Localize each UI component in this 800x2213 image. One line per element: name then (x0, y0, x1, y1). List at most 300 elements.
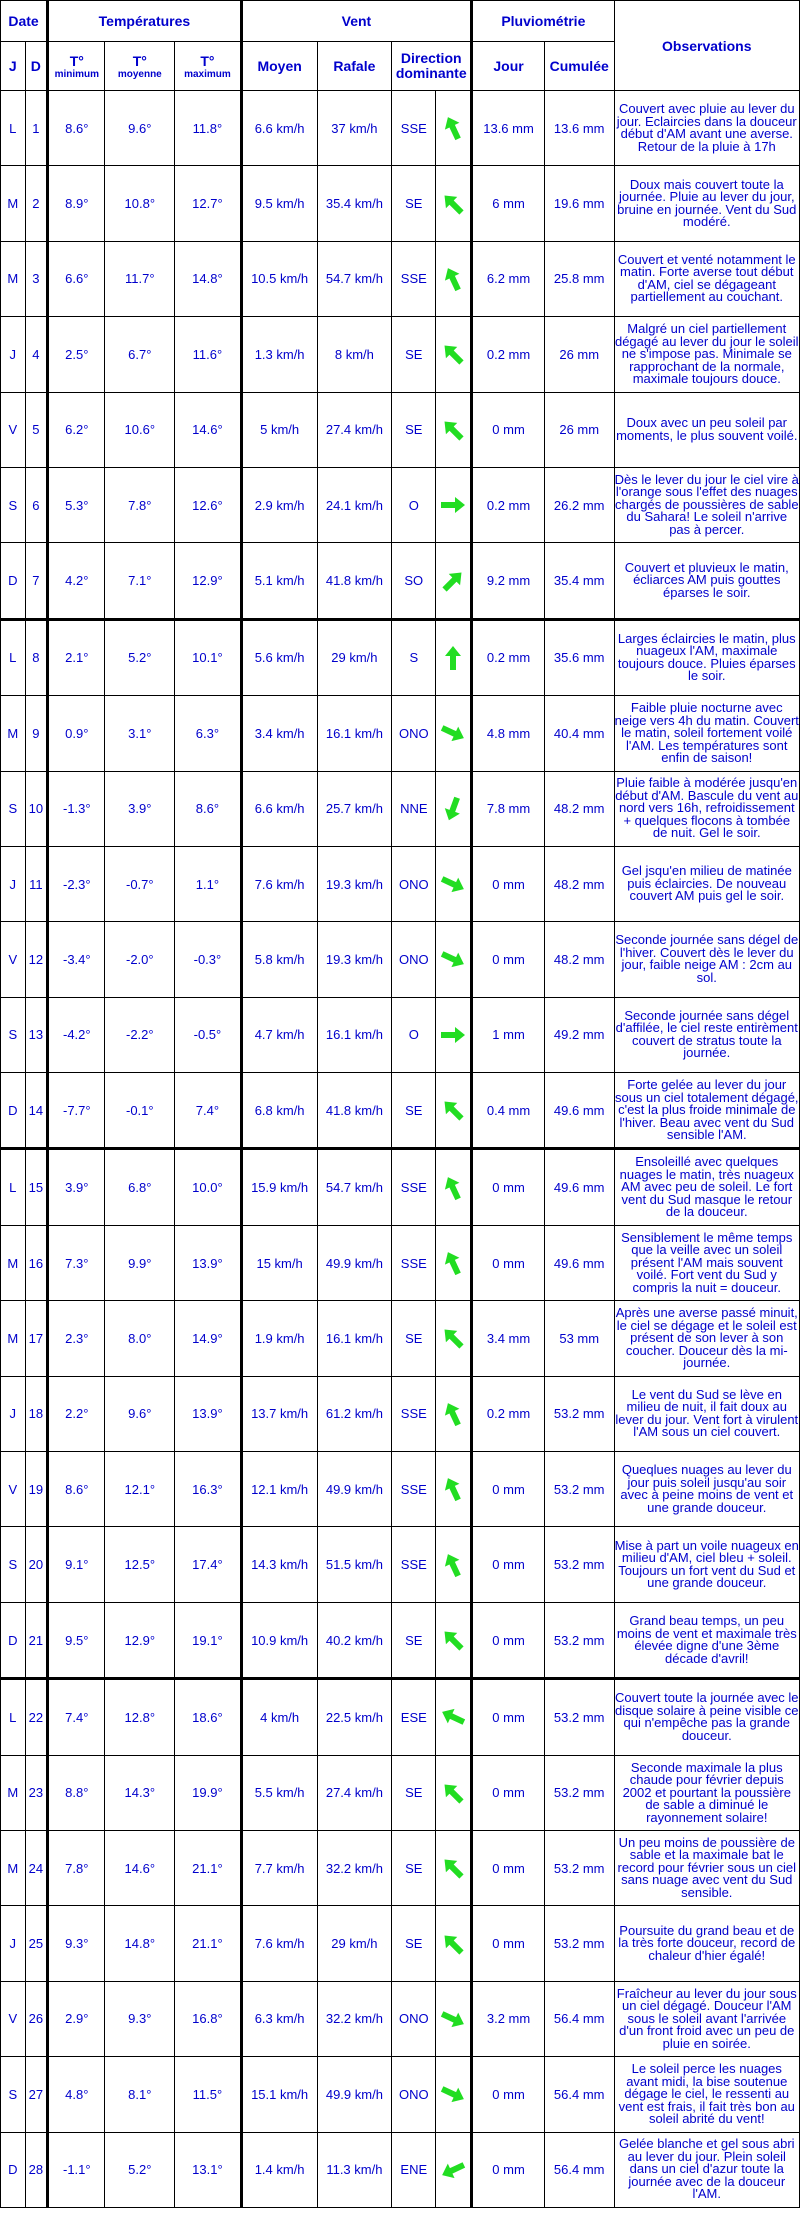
wind-direction: SSE (392, 1452, 436, 1527)
temp-max: 14.6° (175, 392, 242, 467)
wind-direction: SE (392, 1906, 436, 1981)
temp-min: -7.7° (48, 1073, 105, 1149)
wind-gust: 16.1 km/h (317, 1301, 392, 1376)
temp-min: -2.3° (48, 846, 105, 921)
wind-gust: 35.4 km/h (317, 166, 392, 241)
wind-avg: 6.3 km/h (241, 1981, 317, 2056)
rain-day: 0 mm (472, 1225, 545, 1300)
rain-day: 0.2 mm (472, 317, 545, 392)
table-row (1, 1527, 800, 1602)
temp-avg: 12.5° (105, 1527, 175, 1602)
rain-day: 0 mm (472, 1149, 545, 1225)
rain-day: 0 mm (472, 392, 545, 467)
table-row (1, 1830, 800, 1905)
temp-max: 11.8° (175, 91, 242, 166)
table-row (1, 619, 800, 695)
rain-cumul: 26 mm (544, 317, 614, 392)
wind-direction: SSE (392, 1149, 436, 1225)
wind-gust: 29 km/h (317, 1906, 392, 1981)
table-row (1, 997, 800, 1072)
wind-avg: 3.4 km/h (241, 696, 317, 771)
rain-cumul: 53.2 mm (544, 1755, 614, 1830)
rain-cumul: 53.2 mm (544, 1452, 614, 1527)
rain-day: 13.6 mm (472, 91, 545, 166)
day-number: 3 (25, 241, 48, 316)
temp-min: 7.8° (48, 1830, 105, 1905)
wind-arrow-icon (436, 1981, 472, 2056)
day-letter: M (1, 1225, 26, 1300)
header-d: D (25, 42, 48, 91)
day-letter: S (1, 1527, 26, 1602)
rain-day: 0.4 mm (472, 1073, 545, 1149)
wind-avg: 13.7 km/h (241, 1376, 317, 1451)
temp-max: 6.3° (175, 696, 242, 771)
day-number: 20 (25, 1527, 48, 1602)
wind-gust: 54.7 km/h (317, 1149, 392, 1225)
observation-text: Le vent du Sud se lève en milieu de nuit, il fait doux au lever du jour. Vent fort à virulent l'AM sous un ciel couvert. (614, 1376, 799, 1451)
wind-avg: 15.1 km/h (241, 2057, 317, 2132)
day-letter: J (1, 317, 26, 392)
header-j: J (1, 42, 26, 91)
wind-avg: 15 km/h (241, 1225, 317, 1300)
day-number: 7 (25, 543, 48, 619)
day-letter: J (1, 1906, 26, 1981)
wind-gust: 49.9 km/h (317, 1225, 392, 1300)
temp-avg: 8.1° (105, 2057, 175, 2132)
rain-cumul: 56.4 mm (544, 2057, 614, 2132)
wind-arrow-icon (436, 997, 472, 1072)
temp-avg: 10.6° (105, 392, 175, 467)
wind-avg: 14.3 km/h (241, 1527, 317, 1602)
temp-min: 3.9° (48, 1149, 105, 1225)
table-row (1, 1225, 800, 1300)
temp-max: 21.1° (175, 1906, 242, 1981)
rain-cumul: 56.4 mm (544, 1981, 614, 2056)
rain-cumul: 26.2 mm (544, 467, 614, 542)
table-body (1, 91, 800, 2208)
wind-gust: 8 km/h (317, 317, 392, 392)
temp-avg: 6.7° (105, 317, 175, 392)
day-letter: M (1, 241, 26, 316)
header-moyen: Moyen (241, 42, 317, 91)
rain-cumul: 53.2 mm (544, 1376, 614, 1451)
rain-cumul: 56.4 mm (544, 2132, 614, 2207)
wind-direction: ESE (392, 1679, 436, 1755)
wind-arrow-icon (436, 771, 472, 846)
observation-text: Mise à part un voile nuageux en milieu d'AM, ciel bleu + soleil. Toujours un fort vent du Sud et une grande douceur. (614, 1527, 799, 1602)
observation-text: Fraîcheur au lever du jour sous un ciel dégagé. Douceur l'AM sous le soleil avant l'arrivée d'un front froid avec un peu de pluie en soirée. (614, 1981, 799, 2056)
temp-min: 2.5° (48, 317, 105, 392)
day-number: 21 (25, 1602, 48, 1678)
wind-direction: ENE (392, 2132, 436, 2207)
temp-max: 1.1° (175, 846, 242, 921)
wind-arrow-icon (436, 696, 472, 771)
wind-arrow-icon (436, 1073, 472, 1149)
rain-cumul: 49.6 mm (544, 1149, 614, 1225)
temp-min: -4.2° (48, 997, 105, 1072)
header-vent: Vent (241, 1, 471, 42)
temp-min: -1.3° (48, 771, 105, 846)
temp-avg: -2.0° (105, 922, 175, 997)
table-row (1, 91, 800, 166)
rain-day: 3.2 mm (472, 1981, 545, 2056)
temp-min: 8.8° (48, 1755, 105, 1830)
temp-min: 8.9° (48, 166, 105, 241)
wind-direction: SE (392, 1301, 436, 1376)
temp-max: 12.9° (175, 543, 242, 619)
day-letter: V (1, 1981, 26, 2056)
temp-min: 6.2° (48, 392, 105, 467)
wind-arrow-icon (436, 241, 472, 316)
wind-arrow-icon (436, 1679, 472, 1755)
temp-max: 19.9° (175, 1755, 242, 1830)
table-row (1, 1376, 800, 1451)
day-number: 4 (25, 317, 48, 392)
temp-avg: -0.1° (105, 1073, 175, 1149)
rain-cumul: 53 mm (544, 1301, 614, 1376)
temp-min: 2.3° (48, 1301, 105, 1376)
table-row (1, 2132, 800, 2207)
observation-text: Après une averse passé minuit, le ciel se dégage et le soleil est présent de son lever à son coucher. Douceur dès la mi-journée. (614, 1301, 799, 1376)
temp-min: 5.3° (48, 467, 105, 542)
rain-day: 0 mm (472, 1679, 545, 1755)
table-row (1, 1149, 800, 1225)
day-number: 17 (25, 1301, 48, 1376)
temp-min: 4.8° (48, 2057, 105, 2132)
temp-max: 16.8° (175, 1981, 242, 2056)
rain-cumul: 49.6 mm (544, 1073, 614, 1149)
temp-max: 11.6° (175, 317, 242, 392)
header-direction: Direction dominante (392, 42, 472, 91)
wind-gust: 32.2 km/h (317, 1830, 392, 1905)
wind-arrow-icon (436, 619, 472, 695)
wind-arrow-icon (436, 846, 472, 921)
observation-text: Doux mais couvert toute la journée. Pluie au lever du jour, bruine en journée. Vent du Sud modéré. (614, 166, 799, 241)
rain-cumul: 40.4 mm (544, 696, 614, 771)
header-rafale: Rafale (317, 42, 392, 91)
day-letter: M (1, 166, 26, 241)
temp-avg: -0.7° (105, 846, 175, 921)
day-number: 16 (25, 1225, 48, 1300)
wind-gust: 40.2 km/h (317, 1602, 392, 1678)
temp-avg: 14.3° (105, 1755, 175, 1830)
day-number: 15 (25, 1149, 48, 1225)
wind-arrow-icon (436, 1376, 472, 1451)
temp-avg: 10.8° (105, 166, 175, 241)
table-row (1, 771, 800, 846)
temp-avg: 3.1° (105, 696, 175, 771)
rain-cumul: 13.6 mm (544, 91, 614, 166)
day-number: 22 (25, 1679, 48, 1755)
rain-day: 4.8 mm (472, 696, 545, 771)
temp-min: 7.3° (48, 1225, 105, 1300)
temp-max: -0.3° (175, 922, 242, 997)
wind-avg: 6.6 km/h (241, 771, 317, 846)
wind-direction: SO (392, 543, 436, 619)
rain-cumul: 53.2 mm (544, 1679, 614, 1755)
temp-max: 18.6° (175, 1679, 242, 1755)
temp-avg: 6.8° (105, 1149, 175, 1225)
temp-min: 7.4° (48, 1679, 105, 1755)
day-letter: D (1, 1602, 26, 1678)
temp-min: 4.2° (48, 543, 105, 619)
wind-arrow-icon (436, 1452, 472, 1527)
wind-arrow-icon (436, 1906, 472, 1981)
observation-text: Seconde journée sans dégel d'affilée, le ciel reste entirèment couvert de stratus toute la journée. (614, 997, 799, 1072)
day-number: 10 (25, 771, 48, 846)
temp-min: 9.3° (48, 1906, 105, 1981)
wind-arrow-icon (436, 1602, 472, 1678)
wind-direction: SSE (392, 1376, 436, 1451)
table-row (1, 1755, 800, 1830)
wind-arrow-icon (436, 1225, 472, 1300)
wind-arrow-icon (436, 91, 472, 166)
table-row (1, 467, 800, 542)
wind-arrow-icon (436, 1301, 472, 1376)
temp-avg: 5.2° (105, 619, 175, 695)
day-letter: D (1, 1073, 26, 1149)
day-letter: S (1, 2057, 26, 2132)
wind-arrow-icon (436, 317, 472, 392)
wind-avg: 6.6 km/h (241, 91, 317, 166)
wind-avg: 15.9 km/h (241, 1149, 317, 1225)
rain-cumul: 53.2 mm (544, 1830, 614, 1905)
rain-cumul: 48.2 mm (544, 771, 614, 846)
rain-cumul: 19.6 mm (544, 166, 614, 241)
day-number: 18 (25, 1376, 48, 1451)
wind-avg: 5 km/h (241, 392, 317, 467)
table-row (1, 241, 800, 316)
wind-arrow-icon (436, 2057, 472, 2132)
header-tmin: T° minimum (48, 42, 105, 91)
rain-day: 6 mm (472, 166, 545, 241)
wind-avg: 5.6 km/h (241, 619, 317, 695)
day-letter: J (1, 1376, 26, 1451)
rain-cumul: 53.2 mm (544, 1602, 614, 1678)
observation-text: Malgré un ciel partiellement dégagé au lever du jour le soleil ne s'impose pas. Minimale se rapprochant de la normale, maximale toujours douce. (614, 317, 799, 392)
wind-avg: 10.9 km/h (241, 1602, 317, 1678)
header-tmax: T° maximum (175, 42, 242, 91)
wind-gust: 19.3 km/h (317, 922, 392, 997)
rain-cumul: 26 mm (544, 392, 614, 467)
header-date: Date (1, 1, 48, 42)
observation-text: Seconde maximale la plus chaude pour février depuis 2002 et pourtant la poussière de sable a diminué le rayonnement solaire! (614, 1755, 799, 1830)
temp-min: 2.2° (48, 1376, 105, 1451)
rain-day: 0 mm (472, 1527, 545, 1602)
day-letter: S (1, 997, 26, 1072)
temp-max: 11.5° (175, 2057, 242, 2132)
wind-avg: 5.1 km/h (241, 543, 317, 619)
temp-max: 7.4° (175, 1073, 242, 1149)
wind-avg: 5.8 km/h (241, 922, 317, 997)
wind-arrow-icon (436, 543, 472, 619)
observation-text: Couvert toute la journée avec le disque solaire à peine visible ce qui n'empêche pas la grande douceur. (614, 1679, 799, 1755)
rain-cumul: 49.6 mm (544, 1225, 614, 1300)
temp-avg: 9.6° (105, 1376, 175, 1451)
wind-gust: 49.9 km/h (317, 1452, 392, 1527)
wind-gust: 29 km/h (317, 619, 392, 695)
day-number: 5 (25, 392, 48, 467)
rain-cumul: 35.4 mm (544, 543, 614, 619)
wind-arrow-icon (436, 1149, 472, 1225)
wind-direction: SSE (392, 1225, 436, 1300)
rain-day: 0 mm (472, 1602, 545, 1678)
temp-avg: 12.9° (105, 1602, 175, 1678)
wind-direction: SSE (392, 1527, 436, 1602)
temp-avg: 8.0° (105, 1301, 175, 1376)
day-letter: J (1, 846, 26, 921)
temp-avg: 9.9° (105, 1225, 175, 1300)
wind-gust: 61.2 km/h (317, 1376, 392, 1451)
wind-direction: SE (392, 1830, 436, 1905)
temp-avg: 9.3° (105, 1981, 175, 2056)
temp-avg: 14.8° (105, 1906, 175, 1981)
table-row (1, 1679, 800, 1755)
wind-arrow-icon (436, 467, 472, 542)
wind-direction: ONO (392, 2057, 436, 2132)
wind-direction: ONO (392, 1981, 436, 2056)
day-number: 1 (25, 91, 48, 166)
table-row (1, 166, 800, 241)
rain-day: 0.2 mm (472, 619, 545, 695)
rain-day: 3.4 mm (472, 1301, 545, 1376)
day-number: 19 (25, 1452, 48, 1527)
wind-arrow-icon (436, 166, 472, 241)
wind-gust: 19.3 km/h (317, 846, 392, 921)
temp-avg: 11.7° (105, 241, 175, 316)
day-letter: D (1, 543, 26, 619)
wind-direction: ONO (392, 696, 436, 771)
wind-arrow-icon (436, 922, 472, 997)
temp-min: 2.1° (48, 619, 105, 695)
temp-max: 21.1° (175, 1830, 242, 1905)
temp-min: 9.1° (48, 1527, 105, 1602)
day-number: 26 (25, 1981, 48, 2056)
day-number: 27 (25, 2057, 48, 2132)
temp-avg: 9.6° (105, 91, 175, 166)
temp-avg: 12.1° (105, 1452, 175, 1527)
rain-day: 6.2 mm (472, 241, 545, 316)
wind-direction: SSE (392, 241, 436, 316)
observation-text: Le soleil perce les nuages avant midi, la bise soutenue dégage le ciel, le ressenti au vent est frais, il fait très bon au soleil abrité du vent! (614, 2057, 799, 2132)
rain-day: 0.2 mm (472, 467, 545, 542)
temp-avg: 7.1° (105, 543, 175, 619)
wind-arrow-icon (436, 1830, 472, 1905)
temp-max: 10.0° (175, 1149, 242, 1225)
wind-direction: O (392, 997, 436, 1072)
rain-cumul: 35.6 mm (544, 619, 614, 695)
temp-min: 2.9° (48, 1981, 105, 2056)
day-number: 13 (25, 997, 48, 1072)
table-row (1, 922, 800, 997)
wind-direction: SE (392, 166, 436, 241)
header-jour: Jour (472, 42, 545, 91)
temp-max: 12.7° (175, 166, 242, 241)
temp-avg: 7.8° (105, 467, 175, 542)
wind-gust: 25.7 km/h (317, 771, 392, 846)
day-letter: M (1, 1755, 26, 1830)
observation-text: Dès le lever du jour le ciel vire à l'orange sous l'effet des nuages chargés de poussières de sable du Sahara! Le soleil n'arrive pas à percer. (614, 467, 799, 542)
wind-gust: 16.1 km/h (317, 997, 392, 1072)
wind-direction: SSE (392, 91, 436, 166)
table-row (1, 1906, 800, 1981)
observation-text: Gel jsqu'en milieu de matinée puis éclaircies. De nouveau couvert AM puis gel le soir. (614, 846, 799, 921)
observation-text: Sensiblement le même temps que la veille avec un soleil présent l'AM mais souvent voilé. Fort vent du Sud y compris la nuit = douceur. (614, 1225, 799, 1300)
day-letter: L (1, 1149, 26, 1225)
wind-avg: 12.1 km/h (241, 1452, 317, 1527)
wind-direction: O (392, 467, 436, 542)
day-number: 9 (25, 696, 48, 771)
temp-avg: 3.9° (105, 771, 175, 846)
rain-day: 0 mm (472, 846, 545, 921)
temp-avg: 5.2° (105, 2132, 175, 2207)
day-letter: V (1, 922, 26, 997)
table-row (1, 317, 800, 392)
table-row (1, 392, 800, 467)
rain-cumul: 48.2 mm (544, 846, 614, 921)
observation-text: Couvert avec pluie au lever du jour. Eclaircies dans la douceur début d'AM avant une averse. Retour de la pluie à 17h (614, 91, 799, 166)
wind-gust: 41.8 km/h (317, 543, 392, 619)
wind-gust: 24.1 km/h (317, 467, 392, 542)
header-tmoy: T° moyenne (105, 42, 175, 91)
observation-text: Un peu moins de poussière de sable et la maximale bat le record pour février sous un ciel sans nuage avec vent du Sud sensible. (614, 1830, 799, 1905)
wind-direction: SE (392, 392, 436, 467)
header-pluviometrie: Pluviométrie (472, 1, 614, 42)
temp-max: 17.4° (175, 1527, 242, 1602)
wind-gust: 49.9 km/h (317, 2057, 392, 2132)
rain-day: 7.8 mm (472, 771, 545, 846)
temp-max: -0.5° (175, 997, 242, 1072)
wind-avg: 7.7 km/h (241, 1830, 317, 1905)
temp-max: 12.6° (175, 467, 242, 542)
wind-avg: 7.6 km/h (241, 846, 317, 921)
table-row (1, 1981, 800, 2056)
observation-text: Pluie faible à modérée jusqu'en début d'AM. Bascule du vent au nord vers 16h, refroidissement + quelques flocons à tombée de nuit. Gel le soir. (614, 771, 799, 846)
day-number: 24 (25, 1830, 48, 1905)
wind-avg: 5.5 km/h (241, 1755, 317, 1830)
header-cumulee: Cumulée (544, 42, 614, 91)
day-letter: V (1, 392, 26, 467)
day-letter: S (1, 467, 26, 542)
wind-direction: SE (392, 1602, 436, 1678)
wind-avg: 2.9 km/h (241, 467, 317, 542)
temp-min: 6.6° (48, 241, 105, 316)
rain-day: 0 mm (472, 1452, 545, 1527)
day-letter: M (1, 1301, 26, 1376)
temp-min: 8.6° (48, 91, 105, 166)
table-row (1, 696, 800, 771)
observation-text: Couvert et pluvieux le matin, écliarces AM puis gouttes éparses le soir. (614, 543, 799, 619)
wind-arrow-icon (436, 1527, 472, 1602)
rain-day: 0 mm (472, 1906, 545, 1981)
rain-day: 9.2 mm (472, 543, 545, 619)
wind-gust: 27.4 km/h (317, 392, 392, 467)
day-number: 25 (25, 1906, 48, 1981)
wind-avg: 6.8 km/h (241, 1073, 317, 1149)
wind-avg: 1.9 km/h (241, 1301, 317, 1376)
rain-cumul: 49.2 mm (544, 997, 614, 1072)
temp-min: 8.6° (48, 1452, 105, 1527)
rain-cumul: 53.2 mm (544, 1906, 614, 1981)
wind-direction: SE (392, 1755, 436, 1830)
observation-text: Forte gelée au lever du jour sous un ciel totalement dégagé, c'est la plus froide minimale de l'hiver. Beau avec vent du Sud sensible l'AM. (614, 1073, 799, 1149)
observation-text: Doux avec un peu soleil par moments, le plus souvent voilé. (614, 392, 799, 467)
day-letter: L (1, 619, 26, 695)
wind-avg: 1.4 km/h (241, 2132, 317, 2207)
day-letter: M (1, 1830, 26, 1905)
observation-text: Larges éclaircies le matin, plus nuageux l'AM, maximale toujours douce. Pluies éparses le soir. (614, 619, 799, 695)
table-row (1, 1452, 800, 1527)
